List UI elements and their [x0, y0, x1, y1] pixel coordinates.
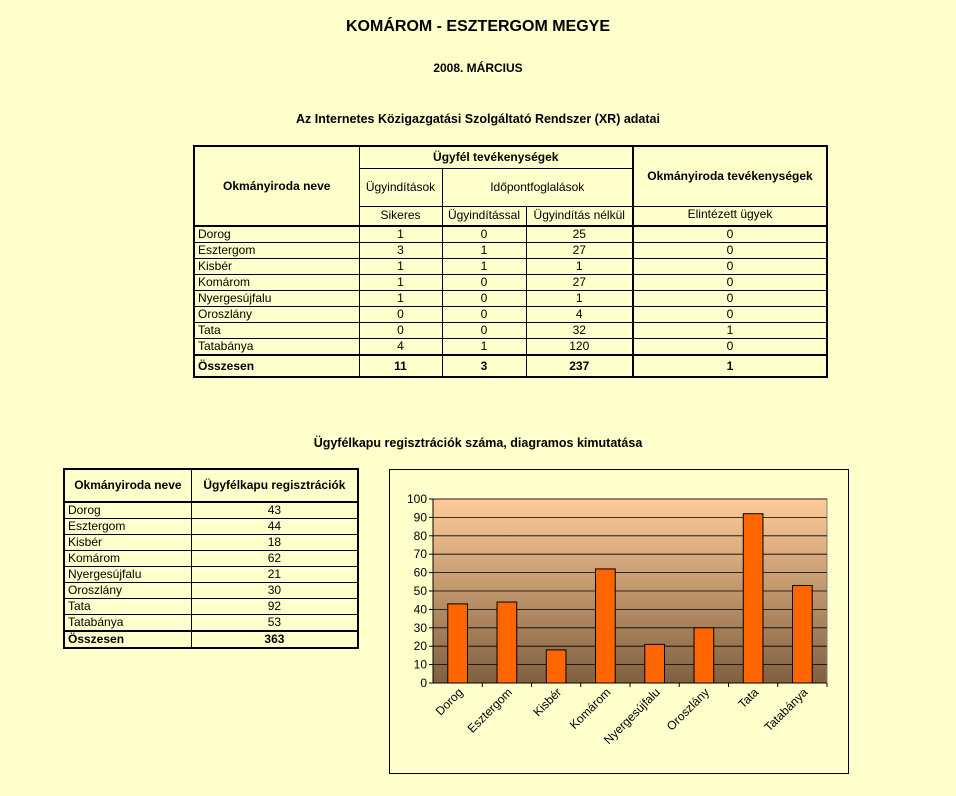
- y-tick-label: 30: [413, 620, 427, 635]
- reg-cell-value: 92: [191, 599, 358, 615]
- cell-without-case: 27: [526, 243, 633, 259]
- table-row: [194, 275, 827, 291]
- sub-without-case: Ügyindítás nélkül: [526, 206, 633, 226]
- x-tick-label: Tata: [735, 685, 762, 712]
- total-completed: 1: [633, 355, 827, 377]
- cell-name: Tatabánya: [194, 339, 359, 356]
- xr-section-title: Az Internetes Közigazgatási Szolgáltató Rendszer (XR) adatai: [296, 112, 660, 126]
- table-row: [194, 307, 827, 323]
- cell-success: 0: [359, 323, 442, 339]
- cell-completed: 0: [633, 291, 827, 307]
- cell-name: Esztergom: [194, 243, 359, 259]
- cell-completed: 0: [633, 307, 827, 323]
- y-tick-label: 10: [413, 657, 427, 672]
- cell-with-case: 1: [442, 243, 526, 259]
- cell-name: Tata: [194, 323, 359, 339]
- table-row: [194, 291, 827, 307]
- y-tick-label: 50: [413, 584, 427, 598]
- cell-name: Nyergesújfalu: [194, 291, 359, 307]
- cell-without-case: 120: [526, 339, 633, 356]
- cell-completed: 1: [633, 323, 827, 339]
- table-row: [64, 583, 358, 599]
- x-tick-label: Nyergesújfalu: [600, 685, 663, 748]
- total-row: [194, 355, 827, 377]
- cell-success: 4: [359, 339, 442, 356]
- chart-section-title: Ügyfélkapu regisztrációk száma, diagramos kimutatása: [313, 436, 643, 450]
- total-with-case: 3: [442, 355, 526, 377]
- y-tick-label: 20: [413, 639, 427, 654]
- reg-cell-name: Oroszlány: [64, 583, 191, 599]
- cell-success: 1: [359, 275, 442, 291]
- y-tick-label: 80: [413, 528, 427, 543]
- page-subtitle: 2008. MÁRCIUS: [433, 61, 523, 75]
- cell-completed: 0: [633, 259, 827, 275]
- total-success: 11: [359, 355, 442, 377]
- cell-with-case: 0: [442, 275, 526, 291]
- sub-case-starts: Ügyindítások: [359, 168, 442, 206]
- xr-data-table: [193, 145, 828, 378]
- cell-with-case: 0: [442, 226, 526, 243]
- table-row: [194, 323, 827, 339]
- cell-completed: 0: [633, 243, 827, 259]
- cell-without-case: 32: [526, 323, 633, 339]
- y-tick-label: 90: [413, 510, 427, 525]
- reg-cell-value: 43: [191, 502, 358, 519]
- reg-cell-value: 21: [191, 567, 358, 583]
- page-title: KOMÁROM - ESZTERGOM MEGYE: [346, 18, 610, 35]
- table-row: [64, 615, 358, 632]
- sub-successful: Sikeres: [359, 206, 442, 226]
- cell-without-case: 27: [526, 275, 633, 291]
- x-tick-label: Komárom: [566, 685, 614, 732]
- cell-success: 1: [359, 291, 442, 307]
- y-tick-label: 0: [420, 676, 427, 690]
- x-tick-label: Kisbér: [530, 685, 565, 720]
- bar-tatabánya: [793, 585, 813, 683]
- cell-without-case: 25: [526, 226, 633, 243]
- cell-completed: 0: [633, 339, 827, 356]
- group-office-activities: Okmányiroda tevékenységek: [633, 146, 827, 206]
- registration-table: [63, 468, 359, 649]
- reg-col-registrations: Ügyfélkapu regisztrációk: [191, 469, 358, 502]
- cell-name: Komárom: [194, 275, 359, 291]
- total-name: Összesen: [194, 355, 359, 377]
- cell-name: Kisbér: [194, 259, 359, 275]
- reg-cell-value: 18: [191, 535, 358, 551]
- reg-cell-value: 30: [191, 583, 358, 599]
- cell-completed: 0: [633, 226, 827, 243]
- sub-bookings: Időpontfoglalások: [442, 168, 633, 206]
- reg-total-value: 363: [191, 631, 358, 648]
- x-tick-label: Tatabánya: [761, 685, 811, 735]
- reg-cell-name: Esztergom: [64, 519, 191, 535]
- reg-cell-value: 62: [191, 551, 358, 567]
- cell-with-case: 1: [442, 339, 526, 356]
- reg-col-office-name: Okmányiroda neve: [64, 469, 191, 502]
- bar-nyergesújfalu: [645, 644, 665, 683]
- cell-with-case: 0: [442, 291, 526, 307]
- bar-oroszlány: [694, 628, 714, 683]
- cell-without-case: 4: [526, 307, 633, 323]
- sub-completed: Elintézett ügyek: [633, 206, 827, 226]
- registration-chart: [389, 469, 849, 774]
- table-row: [64, 551, 358, 567]
- table-row: [64, 535, 358, 551]
- cell-name: Oroszlány: [194, 307, 359, 323]
- sub-with-case: Ügyindítással: [442, 206, 526, 226]
- col-office-name: Okmányiroda neve: [194, 146, 359, 226]
- reg-cell-name: Nyergesújfalu: [64, 567, 191, 583]
- table-row: [64, 599, 358, 615]
- table-row: [64, 502, 358, 519]
- x-tick-label: Dorog: [432, 685, 466, 719]
- reg-cell-name: Tata: [64, 599, 191, 615]
- y-tick-label: 60: [413, 565, 427, 580]
- cell-completed: 0: [633, 275, 827, 291]
- cell-without-case: 1: [526, 259, 633, 275]
- bar-dorog: [448, 604, 468, 683]
- table-row: [194, 226, 827, 243]
- y-tick-label: 70: [413, 547, 427, 562]
- cell-success: 1: [359, 226, 442, 243]
- x-tick-label: Esztergom: [464, 685, 515, 736]
- group-client-activities: Ügyfél tevékenységek: [359, 146, 633, 168]
- table-row: [194, 243, 827, 259]
- table-row: [194, 259, 827, 275]
- y-tick-label: 40: [413, 602, 427, 617]
- bar-tata: [743, 514, 763, 683]
- reg-cell-name: Kisbér: [64, 535, 191, 551]
- reg-total-name: Összesen: [64, 631, 191, 648]
- cell-name: Dorog: [194, 226, 359, 243]
- reg-cell-name: Dorog: [64, 502, 191, 519]
- bar-kisbér: [546, 650, 566, 683]
- cell-with-case: 1: [442, 259, 526, 275]
- table-row: [64, 567, 358, 583]
- cell-without-case: 1: [526, 291, 633, 307]
- bar-komárom: [596, 569, 616, 683]
- bar-esztergom: [497, 602, 517, 683]
- reg-cell-name: Tatabánya: [64, 615, 191, 632]
- reg-cell-value: 53: [191, 615, 358, 632]
- cell-success: 0: [359, 307, 442, 323]
- table-row: [64, 519, 358, 535]
- reg-cell-value: 44: [191, 519, 358, 535]
- total-without-case: 237: [526, 355, 633, 377]
- table-row: [194, 339, 827, 356]
- reg-cell-name: Komárom: [64, 551, 191, 567]
- cell-with-case: 0: [442, 307, 526, 323]
- y-tick-label: 100: [406, 492, 427, 506]
- x-tick-label: Oroszlány: [663, 685, 712, 734]
- cell-success: 3: [359, 243, 442, 259]
- cell-success: 1: [359, 259, 442, 275]
- cell-with-case: 0: [442, 323, 526, 339]
- reg-total-row: [64, 631, 358, 648]
